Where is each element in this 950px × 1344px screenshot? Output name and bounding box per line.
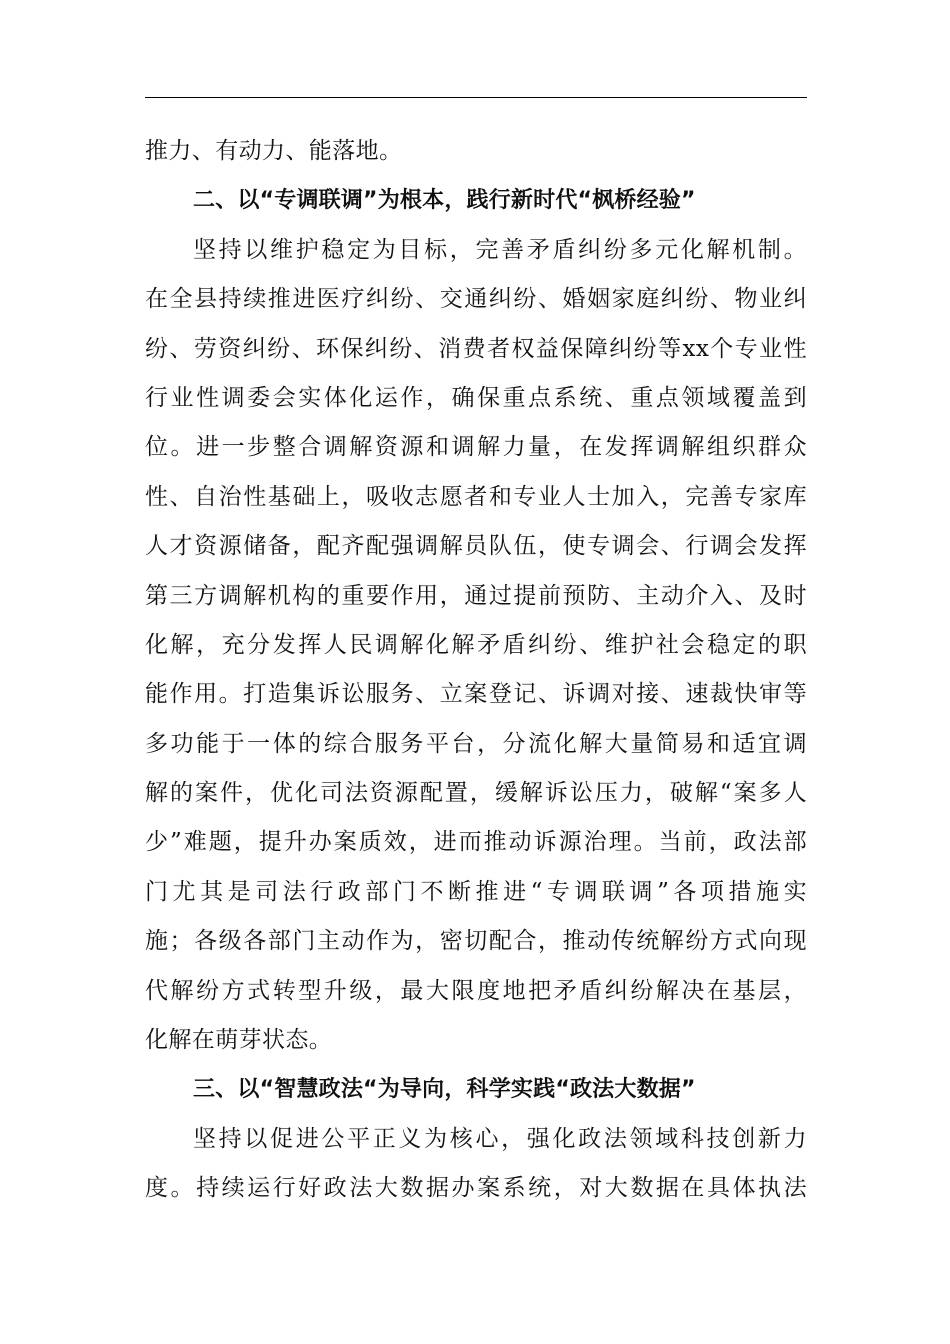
paragraph-line: 性、自治性基础上，吸收志愿者和专业人士加入，完善专家库	[145, 483, 807, 510]
paragraph-line: 纷、劳资纠纷、环保纠纷、消费者权益保障纠纷等xx个专业性	[145, 335, 807, 362]
paragraph-line: 施；各级各部门主动作为，密切配合，推动传统解纷方式向现	[145, 928, 807, 955]
paragraph-line: 门尤其是司法行政部门不断推进“专调联调”各项措施实	[145, 878, 807, 905]
paragraph-line: 坚持以促进公平正义为核心，强化政法领域科技创新力	[193, 1125, 807, 1152]
section-heading: 三、以“智慧政法“为导向，科学实践“政法大数据”	[193, 1077, 696, 1103]
paragraph-line: 解的案件，优化司法资源配置，缓解诉讼压力，破解“案多人	[145, 780, 807, 807]
paragraph-line: 位。进一步整合调解资源和调解力量，在发挥调解组织群众	[145, 434, 807, 461]
paragraph-line: 行业性调委会实体化运作，确保重点系统、重点领域覆盖到	[145, 384, 807, 411]
section-heading: 二、以“专调联调”为根本，践行新时代“枫桥经验”	[193, 188, 696, 214]
paragraph-line: 多功能于一体的综合服务平台，分流化解大量简易和适宜调	[145, 730, 807, 757]
paragraph-line: 化解，充分发挥人民调解化解矛盾纠纷、维护社会稳定的职	[145, 631, 807, 658]
paragraph-line: 能作用。打造集诉讼服务、立案登记、诉调对接、速裁快审等	[145, 681, 807, 708]
document-body	[145, 127, 807, 1214]
paragraph-line: 坚持以维护稳定为目标，完善矛盾纠纷多元化解机制。	[193, 236, 807, 263]
header-rule	[145, 97, 807, 98]
paragraph-line: 代解纷方式转型升级，最大限度地把矛盾纠纷解决在基层，	[145, 977, 807, 1004]
paragraph-line: 度。持续运行好政法大数据办案系统，对大数据在具体执法	[145, 1175, 807, 1202]
paragraph-line: 第三方调解机构的重要作用，通过提前预防、主动介入、及时	[145, 582, 807, 609]
paragraph-line: 在全县持续推进医疗纠纷、交通纠纷、婚姻家庭纠纷、物业纠	[145, 286, 807, 313]
paragraph-line: 推力、有动力、能落地。	[145, 138, 403, 164]
paragraph-line: 人才资源储备，配齐配强调解员队伍，使专调会、行调会发挥	[145, 533, 807, 560]
paragraph-line: 化解在萌芽状态。	[145, 1027, 333, 1054]
paragraph-line: 少”难题，提升办案质效，进而推动诉源治理。当前，政法部	[145, 829, 807, 856]
